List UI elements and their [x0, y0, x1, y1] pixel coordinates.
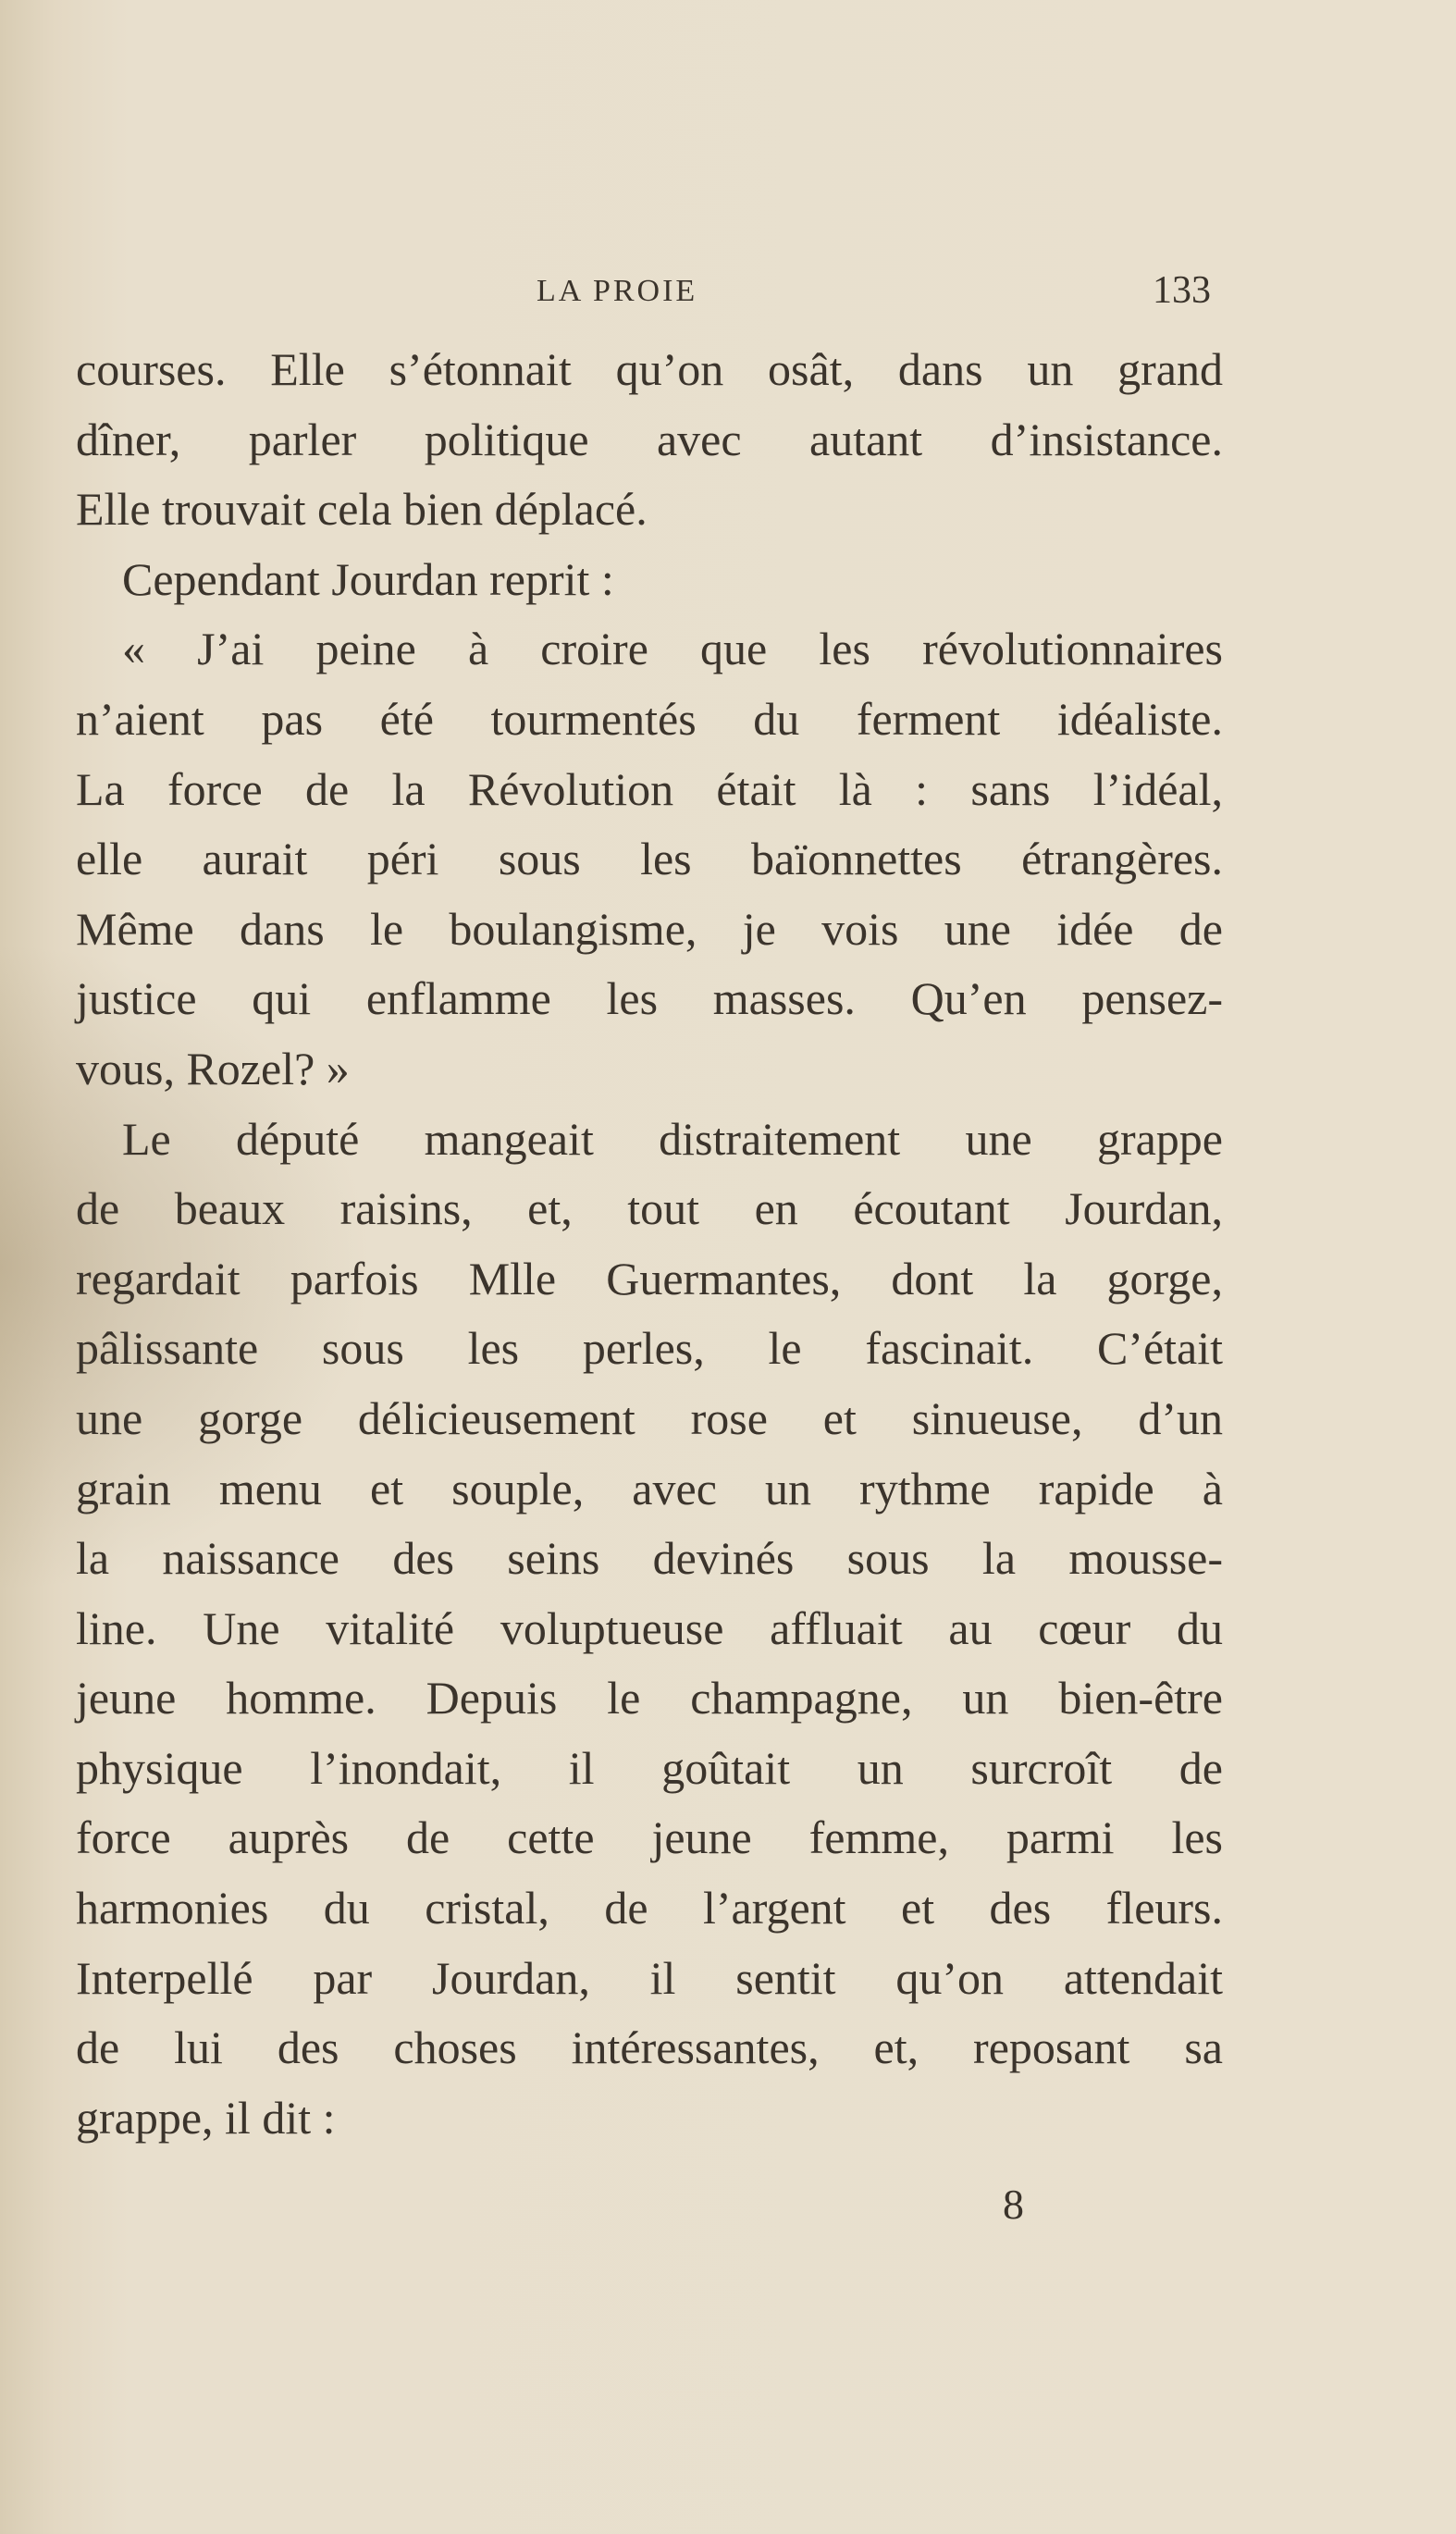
- text-line: line. Une vitalité voluptueuse affluait au cœur du: [76, 1601, 1223, 1654]
- text-line: dîner, parler politique avec autant d’insistance.: [76, 413, 1223, 465]
- text-line: jeune homme. Depuis le champagne, un bien-être: [76, 1672, 1223, 1724]
- page-number: 133: [1153, 269, 1211, 312]
- text-line: Le député mangeait distraitement une grappe: [122, 1112, 1223, 1165]
- text-line: grain menu et souple, avec un rythme rapide à: [76, 1462, 1223, 1514]
- running-head: LA PROIE: [537, 274, 698, 308]
- text-line: la naissance des seins devinés sous la mousse-: [76, 1532, 1223, 1585]
- text-line: une gorge délicieusement rose et sinueuse, d’un: [76, 1391, 1223, 1444]
- text-line: Interpellé par Jourdan, il sentit qu’on attendait: [76, 1951, 1223, 2004]
- text-line: « J’ai peine à croire que les révolutionnaires: [122, 623, 1223, 675]
- text-line: de beaux raisins, et, tout en écoutant Jourdan,: [76, 1182, 1223, 1235]
- text-line: Même dans le boulangisme, je vois une idée de: [76, 902, 1223, 955]
- text-line: pâlissante sous les perles, le fascinait. C’était: [76, 1322, 1223, 1375]
- page-header: [0, 268, 1456, 324]
- text-line: La force de la Révolution était là : sans l’idéal,: [76, 762, 1223, 815]
- text-line: grappe, il dit :: [76, 2091, 336, 2144]
- text-line: force auprès de cette jeune femme, parmi les: [76, 1811, 1223, 1864]
- text-line: physique l’inondait, il goûtait un surcroît de: [76, 1741, 1223, 1794]
- text-line: Cependant Jourdan reprit :: [122, 552, 614, 605]
- body-text: [76, 335, 1223, 2153]
- text-line: vous, Rozel? »: [76, 1042, 350, 1094]
- text-line: harmonies du cristal, de l’argent et des fleurs.: [76, 1882, 1223, 1934]
- text-line: Elle trouvait cela bien déplacé.: [76, 483, 648, 536]
- text-line: regardait parfois Mlle Guermantes, dont la gorge,: [76, 1252, 1223, 1304]
- text-line: n’aient pas été tourmentés du ferment idéaliste.: [76, 692, 1223, 745]
- text-line: elle aurait péri sous les baïonnettes étrangères.: [76, 833, 1223, 885]
- text-line: de lui des choses intéressantes, et, reposant sa: [76, 2021, 1223, 2074]
- text-line: courses. Elle s’étonnait qu’on osât, dans un grand: [76, 343, 1223, 395]
- signature-mark: 8: [1003, 2181, 1024, 2228]
- text-line: justice qui enflamme les masses. Qu’en pensez-: [76, 972, 1223, 1025]
